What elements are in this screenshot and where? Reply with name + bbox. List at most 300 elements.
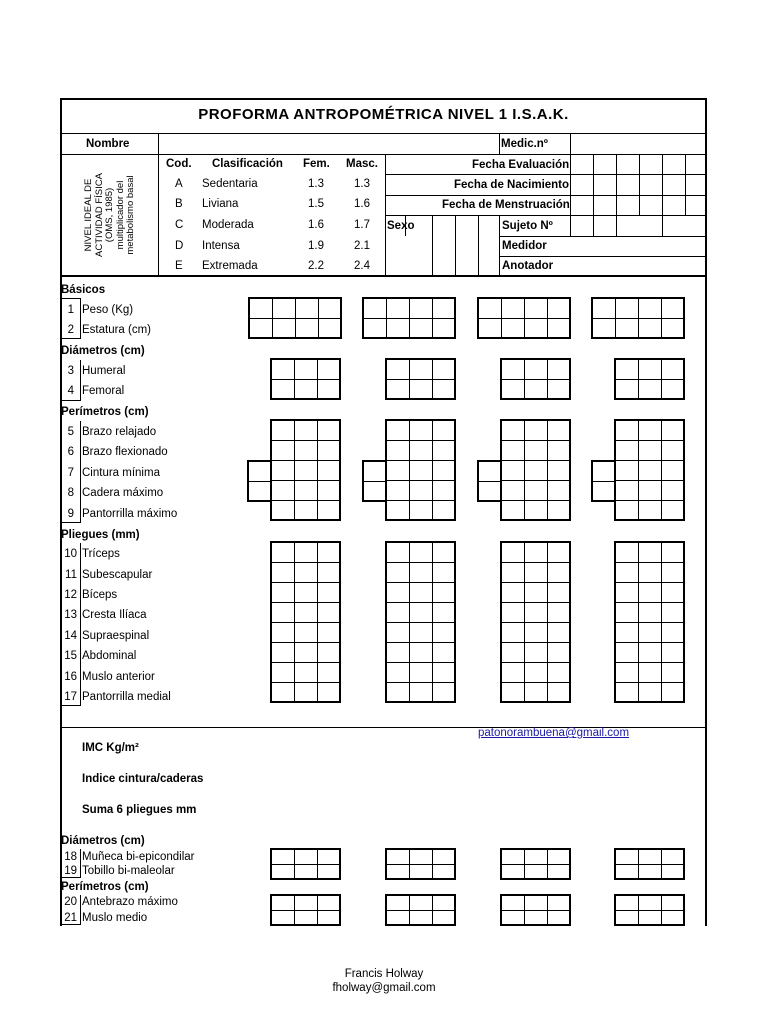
entry-cell[interactable] — [639, 421, 662, 441]
entry-grid[interactable] — [270, 358, 341, 400]
entry-cell[interactable] — [433, 663, 456, 683]
entry-cell[interactable] — [433, 865, 456, 880]
entry-cell[interactable] — [410, 319, 433, 339]
entry-cell[interactable] — [525, 683, 548, 703]
entry-cell[interactable] — [433, 911, 456, 926]
entry-cell[interactable] — [250, 319, 273, 339]
entry-cell[interactable] — [662, 603, 685, 623]
entry-cell[interactable] — [548, 911, 571, 926]
entry-cell[interactable] — [662, 421, 685, 441]
entry-cell[interactable] — [318, 501, 341, 521]
entry-cell[interactable] — [410, 911, 433, 926]
entry-cell[interactable] — [616, 865, 639, 880]
entry-cell[interactable] — [295, 380, 318, 400]
email-link[interactable]: patonorambuena@gmail.com — [478, 727, 630, 739]
entry-cell[interactable] — [616, 360, 639, 380]
entry-cell[interactable] — [433, 583, 456, 603]
entry-cell[interactable] — [525, 603, 548, 623]
entry-cell[interactable] — [295, 896, 318, 911]
entry-cell[interactable] — [616, 441, 639, 461]
entry-cell[interactable] — [272, 850, 295, 865]
entry-cell[interactable] — [433, 421, 456, 441]
entry-cell[interactable] — [616, 543, 639, 563]
entry-cell[interactable] — [387, 481, 410, 501]
entry-cell[interactable] — [318, 911, 341, 926]
entry-cell[interactable] — [593, 299, 616, 319]
entry-cell[interactable] — [318, 481, 341, 501]
entry-cell[interactable] — [433, 896, 456, 911]
measure-number: 2 — [67, 324, 74, 336]
entry-cell[interactable] — [272, 865, 295, 880]
entry-cell[interactable] — [387, 896, 410, 911]
entry-cell[interactable] — [433, 850, 456, 865]
entry-grid[interactable] — [500, 848, 571, 880]
entry-cell[interactable] — [318, 663, 341, 683]
entry-grid[interactable] — [614, 419, 685, 521]
entry-cell[interactable] — [410, 865, 433, 880]
entry-cell[interactable] — [295, 501, 318, 521]
entry-cell[interactable] — [525, 501, 548, 521]
entry-cell[interactable] — [525, 380, 548, 400]
entry-cell[interactable] — [502, 543, 525, 563]
entry-cell[interactable] — [410, 543, 433, 563]
entry-cell[interactable] — [502, 896, 525, 911]
entry-cell[interactable] — [548, 865, 571, 880]
entry-cell[interactable] — [387, 319, 410, 339]
entry-cell[interactable] — [272, 563, 295, 583]
entry-cell[interactable] — [616, 421, 639, 441]
entry-cell[interactable] — [639, 896, 662, 911]
entry-cell[interactable] — [318, 543, 341, 563]
entry-cell[interactable] — [318, 563, 341, 583]
entry-cell[interactable] — [410, 896, 433, 911]
entry-cell[interactable] — [272, 623, 295, 643]
entry-cell[interactable] — [272, 481, 295, 501]
entry-cell[interactable] — [662, 911, 685, 926]
entry-cell[interactable] — [548, 683, 571, 703]
entry-cell[interactable] — [364, 299, 387, 319]
entry-cell[interactable] — [502, 299, 525, 319]
entry-cell[interactable] — [433, 319, 456, 339]
entry-cell[interactable] — [639, 563, 662, 583]
entry-grid[interactable] — [500, 541, 571, 703]
entry-cell[interactable] — [272, 421, 295, 441]
entry-grid[interactable] — [500, 419, 571, 521]
entry-cell[interactable] — [295, 421, 318, 441]
entry-cell[interactable] — [387, 501, 410, 521]
entry-cell[interactable] — [616, 563, 639, 583]
entry-cell[interactable] — [387, 865, 410, 880]
entry-cell[interactable] — [272, 380, 295, 400]
entry-cell[interactable] — [387, 623, 410, 643]
entry-cell[interactable] — [433, 501, 456, 521]
entry-cell[interactable] — [639, 461, 662, 481]
entry-cell[interactable] — [387, 360, 410, 380]
entry-grid[interactable] — [477, 460, 502, 502]
entry-cell[interactable] — [410, 299, 433, 319]
entry-cell[interactable] — [272, 360, 295, 380]
entry-cell[interactable] — [548, 441, 571, 461]
entry-cell[interactable] — [410, 850, 433, 865]
entry-cell[interactable] — [525, 360, 548, 380]
entry-cell[interactable] — [318, 850, 341, 865]
entry-cell[interactable] — [364, 482, 387, 502]
entry-cell[interactable] — [662, 896, 685, 911]
entry-cell[interactable] — [295, 543, 318, 563]
entry-grid[interactable] — [614, 894, 685, 926]
entry-cell[interactable] — [410, 501, 433, 521]
entry-cell[interactable] — [295, 623, 318, 643]
entry-cell[interactable] — [295, 583, 318, 603]
entry-cell[interactable] — [502, 603, 525, 623]
entry-cell[interactable] — [639, 663, 662, 683]
entry-grid[interactable] — [385, 419, 456, 521]
measure-number: 6 — [67, 446, 74, 458]
entry-cell[interactable] — [272, 603, 295, 623]
entry-cell[interactable] — [662, 441, 685, 461]
entry-cell[interactable] — [616, 380, 639, 400]
entry-cell[interactable] — [387, 911, 410, 926]
entry-cell[interactable] — [250, 299, 273, 319]
entry-cell[interactable] — [639, 481, 662, 501]
entry-cell[interactable] — [272, 441, 295, 461]
entry-grid[interactable] — [614, 848, 685, 880]
entry-cell[interactable] — [525, 911, 548, 926]
entry-grid[interactable] — [270, 541, 341, 703]
entry-cell[interactable] — [387, 380, 410, 400]
entry-cell[interactable] — [387, 643, 410, 663]
entry-cell[interactable] — [548, 543, 571, 563]
entry-cell[interactable] — [502, 911, 525, 926]
divider — [570, 154, 571, 236]
entry-cell[interactable] — [318, 441, 341, 461]
entry-cell[interactable] — [662, 461, 685, 481]
entry-cell[interactable] — [662, 850, 685, 865]
entry-grid[interactable] — [385, 358, 456, 400]
entry-cell[interactable] — [272, 501, 295, 521]
entry-cell[interactable] — [548, 501, 571, 521]
entry-cell[interactable] — [548, 481, 571, 501]
entry-cell[interactable] — [479, 482, 502, 502]
entry-cell[interactable] — [273, 319, 296, 339]
entry-cell[interactable] — [387, 603, 410, 623]
entry-cell[interactable] — [249, 462, 272, 482]
entry-cell[interactable] — [272, 543, 295, 563]
entry-cell[interactable] — [525, 441, 548, 461]
entry-cell[interactable] — [639, 603, 662, 623]
entry-cell[interactable] — [433, 481, 456, 501]
entry-grid[interactable] — [385, 848, 456, 880]
entry-cell[interactable] — [502, 563, 525, 583]
entry-grid[interactable] — [362, 460, 387, 502]
entry-cell[interactable] — [272, 643, 295, 663]
entry-grid[interactable] — [362, 297, 456, 339]
entry-cell[interactable] — [548, 896, 571, 911]
entry-cell[interactable] — [548, 299, 571, 319]
entry-cell[interactable] — [525, 850, 548, 865]
entry-cell[interactable] — [639, 299, 662, 319]
entry-grid[interactable] — [614, 358, 685, 400]
entry-cell[interactable] — [639, 583, 662, 603]
entry-cell[interactable] — [364, 319, 387, 339]
entry-cell[interactable] — [593, 482, 616, 502]
entry-cell[interactable] — [410, 603, 433, 623]
entry-cell[interactable] — [639, 911, 662, 926]
entry-cell[interactable] — [410, 623, 433, 643]
entry-cell[interactable] — [616, 501, 639, 521]
entry-cell[interactable] — [616, 911, 639, 926]
entry-cell[interactable] — [639, 319, 662, 339]
entry-cell[interactable] — [433, 643, 456, 663]
entry-cell[interactable] — [548, 319, 571, 339]
entry-cell[interactable] — [662, 683, 685, 703]
entry-cell[interactable] — [548, 643, 571, 663]
entry-cell[interactable] — [525, 563, 548, 583]
entry-cell[interactable] — [318, 583, 341, 603]
entry-cell[interactable] — [548, 461, 571, 481]
entry-cell[interactable] — [273, 299, 296, 319]
entry-cell[interactable] — [525, 643, 548, 663]
entry-cell[interactable] — [387, 583, 410, 603]
entry-cell[interactable] — [639, 501, 662, 521]
entry-cell[interactable] — [295, 683, 318, 703]
entry-cell[interactable] — [548, 623, 571, 643]
entry-cell[interactable] — [318, 421, 341, 441]
entry-grid[interactable] — [477, 297, 571, 339]
entry-cell[interactable] — [502, 461, 525, 481]
entry-cell[interactable] — [295, 563, 318, 583]
entry-cell[interactable] — [548, 421, 571, 441]
entry-cell[interactable] — [639, 360, 662, 380]
entry-cell[interactable] — [364, 462, 387, 482]
entry-cell[interactable] — [433, 299, 456, 319]
entry-cell[interactable] — [525, 896, 548, 911]
entry-cell[interactable] — [502, 421, 525, 441]
entry-cell[interactable] — [639, 643, 662, 663]
entry-cell[interactable] — [616, 603, 639, 623]
entry-cell[interactable] — [410, 421, 433, 441]
entry-cell[interactable] — [318, 623, 341, 643]
entry-cell[interactable] — [410, 563, 433, 583]
entry-cell[interactable] — [318, 865, 341, 880]
entry-cell[interactable] — [616, 683, 639, 703]
entry-cell[interactable] — [410, 643, 433, 663]
entry-cell[interactable] — [593, 319, 616, 339]
entry-cell[interactable] — [319, 319, 342, 339]
entry-cell[interactable] — [525, 481, 548, 501]
entry-cell[interactable] — [616, 481, 639, 501]
entry-cell[interactable] — [387, 663, 410, 683]
entry-grid[interactable] — [247, 460, 272, 502]
entry-cell[interactable] — [318, 461, 341, 481]
entry-cell[interactable] — [318, 380, 341, 400]
entry-cell[interactable] — [616, 583, 639, 603]
entry-cell[interactable] — [616, 319, 639, 339]
entry-cell[interactable] — [410, 461, 433, 481]
entry-cell[interactable] — [318, 643, 341, 663]
entry-cell[interactable] — [525, 299, 548, 319]
entry-cell[interactable] — [410, 583, 433, 603]
entry-cell[interactable] — [433, 603, 456, 623]
entry-cell[interactable] — [502, 441, 525, 461]
entry-cell[interactable] — [616, 461, 639, 481]
entry-cell[interactable] — [433, 360, 456, 380]
entry-grid[interactable] — [591, 460, 616, 502]
entry-cell[interactable] — [548, 663, 571, 683]
entry-cell[interactable] — [387, 683, 410, 703]
entry-cell[interactable] — [410, 663, 433, 683]
entry-cell[interactable] — [525, 421, 548, 441]
entry-cell[interactable] — [548, 380, 571, 400]
entry-cell[interactable] — [318, 360, 341, 380]
entry-cell[interactable] — [318, 603, 341, 623]
entry-cell[interactable] — [295, 663, 318, 683]
entry-cell[interactable] — [662, 643, 685, 663]
entry-cell[interactable] — [639, 865, 662, 880]
entry-cell[interactable] — [639, 683, 662, 703]
entry-cell[interactable] — [433, 623, 456, 643]
entry-cell[interactable] — [616, 850, 639, 865]
entry-cell[interactable] — [295, 441, 318, 461]
entry-cell[interactable] — [662, 360, 685, 380]
entry-cell[interactable] — [502, 683, 525, 703]
entry-cell[interactable] — [662, 865, 685, 880]
entry-cell[interactable] — [502, 623, 525, 643]
entry-cell[interactable] — [387, 563, 410, 583]
entry-cell[interactable] — [295, 481, 318, 501]
entry-grid[interactable] — [385, 541, 456, 703]
entry-cell[interactable] — [616, 299, 639, 319]
entry-cell[interactable] — [387, 441, 410, 461]
entry-cell[interactable] — [662, 501, 685, 521]
entry-cell[interactable] — [548, 583, 571, 603]
entry-cell[interactable] — [662, 380, 685, 400]
entry-cell[interactable] — [593, 462, 616, 482]
entry-cell[interactable] — [479, 299, 502, 319]
entry-cell[interactable] — [272, 663, 295, 683]
entry-cell[interactable] — [525, 319, 548, 339]
entry-cell[interactable] — [433, 683, 456, 703]
entry-cell[interactable] — [525, 865, 548, 880]
entry-cell[interactable] — [318, 896, 341, 911]
entry-cell[interactable] — [502, 380, 525, 400]
entry-cell[interactable] — [662, 563, 685, 583]
entry-cell[interactable] — [616, 896, 639, 911]
entry-cell[interactable] — [525, 461, 548, 481]
entry-cell[interactable] — [639, 380, 662, 400]
entry-cell[interactable] — [433, 563, 456, 583]
entry-cell[interactable] — [662, 481, 685, 501]
entry-cell[interactable] — [272, 583, 295, 603]
entry-cell[interactable] — [548, 563, 571, 583]
entry-cell[interactable] — [295, 865, 318, 880]
entry-grid[interactable] — [270, 848, 341, 880]
entry-cell[interactable] — [662, 663, 685, 683]
entry-cell[interactable] — [662, 623, 685, 643]
entry-cell[interactable] — [387, 461, 410, 481]
entry-cell[interactable] — [502, 319, 525, 339]
entry-cell[interactable] — [410, 380, 433, 400]
entry-cell[interactable] — [295, 850, 318, 865]
entry-cell[interactable] — [272, 911, 295, 926]
entry-cell[interactable] — [433, 543, 456, 563]
entry-cell[interactable] — [319, 299, 342, 319]
entry-cell[interactable] — [295, 643, 318, 663]
entry-cell[interactable] — [295, 360, 318, 380]
entry-cell[interactable] — [410, 683, 433, 703]
entry-cell[interactable] — [387, 543, 410, 563]
entry-cell[interactable] — [662, 583, 685, 603]
entry-grid[interactable] — [500, 894, 571, 926]
entry-cell[interactable] — [295, 911, 318, 926]
entry-grid[interactable] — [500, 358, 571, 400]
entry-grid[interactable] — [248, 297, 342, 339]
entry-cell[interactable] — [525, 663, 548, 683]
entry-cell[interactable] — [296, 299, 319, 319]
entry-grid[interactable] — [385, 894, 456, 926]
entry-cell[interactable] — [433, 380, 456, 400]
entry-cell[interactable] — [662, 543, 685, 563]
entry-cell[interactable] — [502, 663, 525, 683]
entry-cell[interactable] — [410, 441, 433, 461]
entry-grid[interactable] — [270, 419, 341, 521]
entry-cell[interactable] — [502, 360, 525, 380]
entry-cell[interactable] — [639, 543, 662, 563]
entry-cell[interactable] — [548, 360, 571, 380]
entry-cell[interactable] — [548, 850, 571, 865]
entry-cell[interactable] — [272, 896, 295, 911]
entry-grid[interactable] — [614, 541, 685, 703]
entry-cell[interactable] — [502, 583, 525, 603]
entry-cell[interactable] — [249, 482, 272, 502]
entry-cell[interactable] — [502, 643, 525, 663]
entry-cell[interactable] — [410, 360, 433, 380]
entry-cell[interactable] — [479, 462, 502, 482]
entry-cell[interactable] — [662, 299, 685, 319]
entry-cell[interactable] — [295, 603, 318, 623]
entry-cell[interactable] — [272, 461, 295, 481]
entry-cell[interactable] — [502, 501, 525, 521]
entry-cell[interactable] — [639, 850, 662, 865]
entry-cell[interactable] — [410, 481, 433, 501]
entry-cell[interactable] — [639, 441, 662, 461]
entry-grid[interactable] — [591, 297, 685, 339]
entry-cell[interactable] — [616, 623, 639, 643]
entry-cell[interactable] — [548, 603, 571, 623]
entry-cell[interactable] — [479, 319, 502, 339]
entry-cell[interactable] — [296, 319, 319, 339]
entry-grid[interactable] — [270, 894, 341, 926]
entry-cell[interactable] — [525, 623, 548, 643]
entry-cell[interactable] — [639, 623, 662, 643]
entry-cell[interactable] — [662, 319, 685, 339]
entry-cell[interactable] — [318, 683, 341, 703]
entry-cell[interactable] — [502, 850, 525, 865]
entry-cell[interactable] — [502, 865, 525, 880]
entry-cell[interactable] — [502, 481, 525, 501]
entry-cell[interactable] — [616, 663, 639, 683]
entry-cell[interactable] — [272, 683, 295, 703]
entry-cell[interactable] — [525, 543, 548, 563]
entry-cell[interactable] — [387, 299, 410, 319]
entry-cell[interactable] — [387, 421, 410, 441]
entry-cell[interactable] — [433, 461, 456, 481]
entry-cell[interactable] — [387, 850, 410, 865]
entry-cell[interactable] — [616, 643, 639, 663]
entry-cell[interactable] — [433, 441, 456, 461]
entry-cell[interactable] — [525, 583, 548, 603]
entry-cell[interactable] — [295, 461, 318, 481]
